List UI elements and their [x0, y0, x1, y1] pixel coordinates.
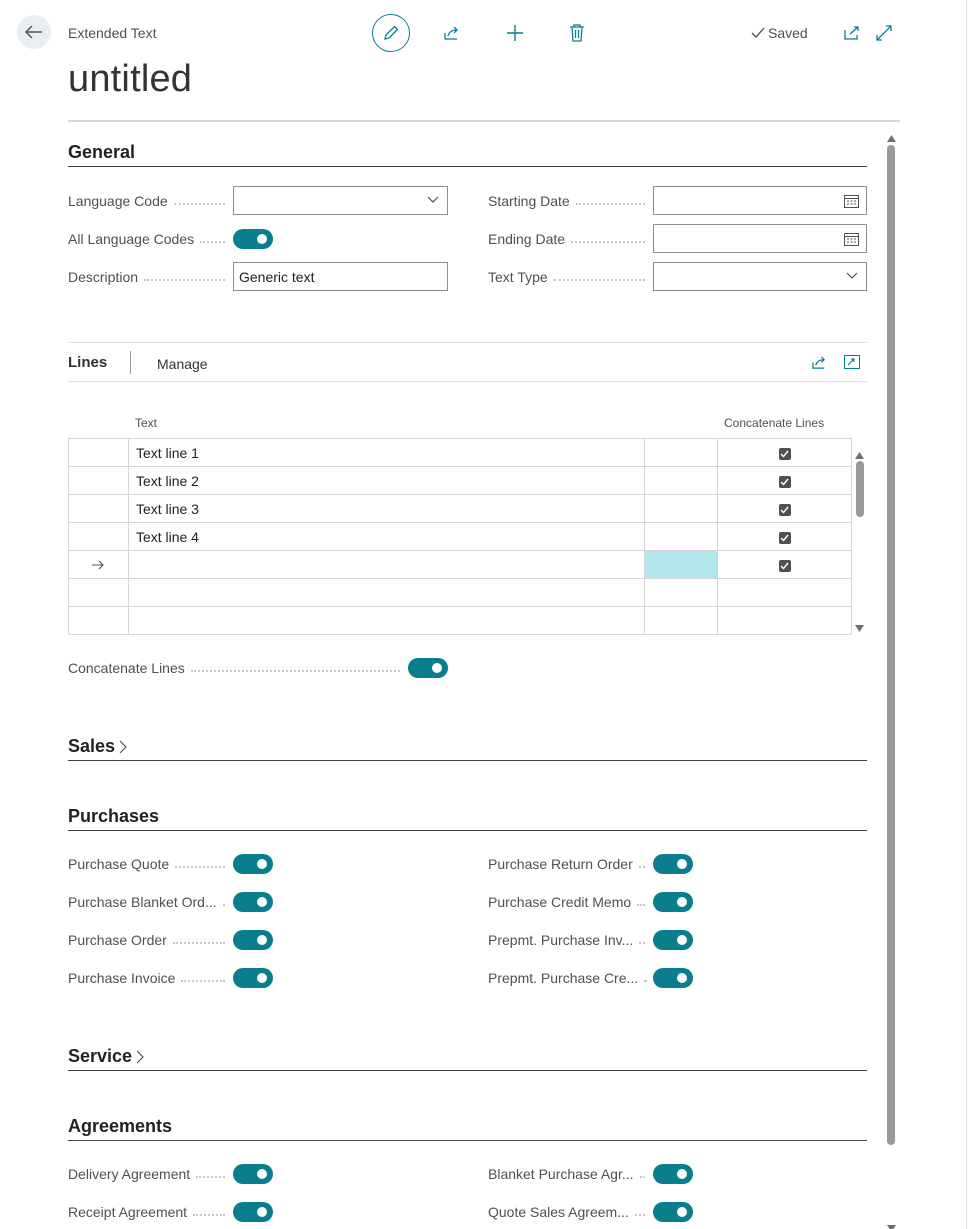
open-in-new-window-icon: [844, 26, 860, 40]
page-title: untitled: [68, 58, 193, 100]
concatenate-lines-label: Concatenate Lines: [68, 660, 400, 676]
purchase-credit-memo-label: Purchase Credit Memo: [488, 894, 645, 910]
language-code-select[interactable]: [233, 186, 448, 215]
purchase-invoice-label: Purchase Invoice: [68, 970, 225, 986]
text-cell[interactable]: Text line 2: [128, 467, 644, 495]
concatenate-cell[interactable]: [718, 467, 852, 495]
empty-cell[interactable]: [645, 523, 718, 551]
saved-label: Saved: [768, 25, 808, 41]
quote-sales-agreement-toggle[interactable]: [653, 1202, 693, 1222]
lines-share-button[interactable]: [808, 352, 830, 372]
sales-title: Sales: [68, 736, 116, 756]
pencil-icon: [382, 24, 400, 42]
description-label: Description: [68, 269, 225, 285]
ending-date-input[interactable]: [653, 224, 867, 253]
starting-date-input[interactable]: [653, 186, 867, 215]
share-icon: [443, 25, 461, 41]
table-row-current[interactable]: [69, 551, 852, 579]
purchase-blanket-order-label: Purchase Blanket Ord...: [68, 894, 225, 910]
concatenate-lines-toggle[interactable]: [408, 658, 448, 678]
purchase-invoice-toggle[interactable]: [233, 968, 273, 988]
column-header-concatenate[interactable]: Concatenate Lines: [724, 416, 825, 430]
blanket-purchase-agreement-label: Blanket Purchase Agr...: [488, 1166, 645, 1182]
purchase-quote-toggle[interactable]: [233, 854, 273, 874]
section-divider: [68, 760, 867, 761]
calendar-icon[interactable]: [844, 194, 859, 208]
empty-cell[interactable]: [645, 495, 718, 523]
tab-lines[interactable]: Lines: [68, 354, 108, 371]
row-indicator[interactable]: [69, 495, 129, 523]
empty-cell[interactable]: [645, 579, 718, 607]
quote-sales-agreement-label: Quote Sales Agreem...: [488, 1204, 645, 1220]
triangle-up-icon: [887, 135, 896, 142]
table-row[interactable]: [69, 607, 852, 635]
back-button[interactable]: [17, 15, 51, 49]
triangle-down-icon: [855, 625, 864, 632]
checkbox-checked[interactable]: [779, 560, 791, 572]
purchase-blanket-order-toggle[interactable]: [233, 892, 273, 912]
checkmark-icon: [780, 450, 789, 458]
text-cell[interactable]: Text line 4: [128, 523, 644, 551]
breadcrumb: Extended Text: [68, 25, 157, 41]
checkmark-icon: [780, 478, 789, 486]
checkmark-icon: [780, 534, 789, 542]
purchase-return-order-label: Purchase Return Order: [488, 856, 645, 872]
section-title-purchases[interactable]: Purchases: [68, 806, 160, 826]
checkbox-checked[interactable]: [779, 532, 791, 544]
text-cell[interactable]: [128, 551, 644, 579]
prepmt-purchase-credit-toggle[interactable]: [653, 968, 693, 988]
page-scroll-down[interactable]: [887, 1219, 897, 1227]
prepmt-purchase-invoice-toggle[interactable]: [653, 930, 693, 950]
purchase-order-label: Purchase Order: [68, 932, 225, 948]
arrow-right-icon: [91, 560, 105, 570]
page-scroll-up[interactable]: [887, 129, 897, 137]
delete-button[interactable]: [565, 22, 589, 44]
table-row[interactable]: [69, 467, 852, 495]
text-cell[interactable]: [128, 607, 644, 635]
edit-button[interactable]: [372, 14, 410, 52]
section-divider: [68, 1140, 867, 1141]
concatenate-cell[interactable]: [718, 495, 852, 523]
grid-scrollbar-thumb[interactable]: [856, 461, 864, 517]
checkmark-icon: [751, 27, 765, 39]
prepmt-purchase-credit-label: Prepmt. Purchase Cre...: [488, 970, 639, 986]
plus-icon: [506, 24, 524, 42]
trash-icon: [569, 24, 585, 42]
text-cell[interactable]: [128, 579, 644, 607]
table-row[interactable]: [69, 523, 852, 551]
empty-cell[interactable]: [645, 467, 718, 495]
receipt-agreement-toggle[interactable]: [233, 1202, 273, 1222]
selected-cell[interactable]: [645, 551, 718, 579]
checkmark-icon: [780, 506, 789, 514]
concatenate-cell[interactable]: [718, 607, 852, 635]
open-new-window-button[interactable]: [841, 22, 863, 44]
concatenate-cell[interactable]: [718, 551, 852, 579]
row-indicator[interactable]: [69, 551, 129, 579]
checkmark-icon: [780, 562, 789, 570]
focus-mode-icon: [844, 355, 860, 369]
chevron-down-icon: [427, 196, 439, 204]
concatenate-cell[interactable]: [718, 523, 852, 551]
row-indicator[interactable]: [69, 607, 129, 635]
expand-icon: [876, 25, 892, 41]
section-title-sales[interactable]: [68, 736, 127, 757]
text-type-label: Text Type: [488, 269, 645, 285]
calendar-icon[interactable]: [844, 232, 859, 246]
purchase-return-order-toggle[interactable]: [653, 854, 693, 874]
chevron-right-icon: [119, 740, 127, 754]
triangle-down-icon: [887, 1225, 896, 1229]
delivery-agreement-label: Delivery Agreement: [68, 1166, 225, 1182]
checkbox-checked[interactable]: [779, 504, 791, 516]
table-row[interactable]: [69, 579, 852, 607]
column-header-text[interactable]: Text: [135, 416, 158, 430]
lines-grid: [68, 438, 852, 635]
lines-action-bar: [68, 342, 867, 382]
share-icon: [811, 355, 828, 370]
saved-status: [751, 25, 808, 41]
empty-cell[interactable]: [645, 607, 718, 635]
table-row[interactable]: [69, 439, 852, 467]
empty-cell[interactable]: [645, 439, 718, 467]
share-button[interactable]: [440, 22, 464, 44]
grid-scroll-down[interactable]: [855, 619, 865, 627]
ending-date-label: Ending Date: [488, 231, 645, 247]
section-title-general[interactable]: General: [68, 142, 136, 162]
lines-focus-button[interactable]: [841, 352, 863, 372]
purchase-quote-label: Purchase Quote: [68, 856, 225, 872]
section-title-agreements[interactable]: Agreements: [68, 1116, 173, 1136]
concatenate-cell[interactable]: [718, 439, 852, 467]
triangle-up-icon: [855, 452, 864, 459]
text-cell[interactable]: Text line 1: [128, 439, 644, 467]
row-indicator[interactable]: [69, 579, 129, 607]
starting-date-label: Starting Date: [488, 193, 645, 209]
checkbox-checked[interactable]: [779, 476, 791, 488]
row-indicator[interactable]: [69, 523, 129, 551]
text-cell[interactable]: Text line 3: [128, 495, 644, 523]
section-title-service[interactable]: [68, 1046, 144, 1067]
section-divider: [68, 1070, 867, 1071]
table-row[interactable]: [69, 495, 852, 523]
checkbox-checked[interactable]: [779, 448, 791, 460]
text-type-select[interactable]: [653, 262, 867, 291]
row-indicator[interactable]: [69, 467, 129, 495]
service-title: Service: [68, 1046, 133, 1066]
chevron-down-icon: [846, 272, 858, 280]
all-language-codes-label: All Language Codes: [68, 231, 225, 247]
tab-manage[interactable]: Manage: [157, 356, 208, 372]
section-divider: [68, 166, 867, 167]
section-divider: [68, 830, 867, 831]
page-scrollbar-thumb[interactable]: [887, 145, 895, 1145]
delivery-agreement-toggle[interactable]: [233, 1164, 273, 1184]
new-button[interactable]: [503, 22, 527, 44]
expand-button[interactable]: [873, 22, 895, 44]
concatenate-cell[interactable]: [718, 579, 852, 607]
chevron-right-icon: [136, 1050, 144, 1064]
blanket-purchase-agreement-toggle[interactable]: [653, 1164, 693, 1184]
purchase-order-toggle[interactable]: [233, 930, 273, 950]
purchase-credit-memo-toggle[interactable]: [653, 892, 693, 912]
window-edge: [966, 0, 967, 1229]
tab-divider: [130, 351, 131, 374]
header-divider: [68, 120, 900, 122]
receipt-agreement-label: Receipt Agreement: [68, 1204, 225, 1220]
language-code-label: Language Code: [68, 193, 225, 209]
grid-scroll-up[interactable]: [855, 446, 865, 454]
description-input[interactable]: Generic text: [233, 262, 448, 291]
prepmt-purchase-invoice-label: Prepmt. Purchase Inv...: [488, 932, 645, 948]
all-language-codes-toggle[interactable]: [233, 229, 273, 249]
row-indicator[interactable]: [69, 439, 129, 467]
arrow-left-icon: [25, 25, 43, 39]
